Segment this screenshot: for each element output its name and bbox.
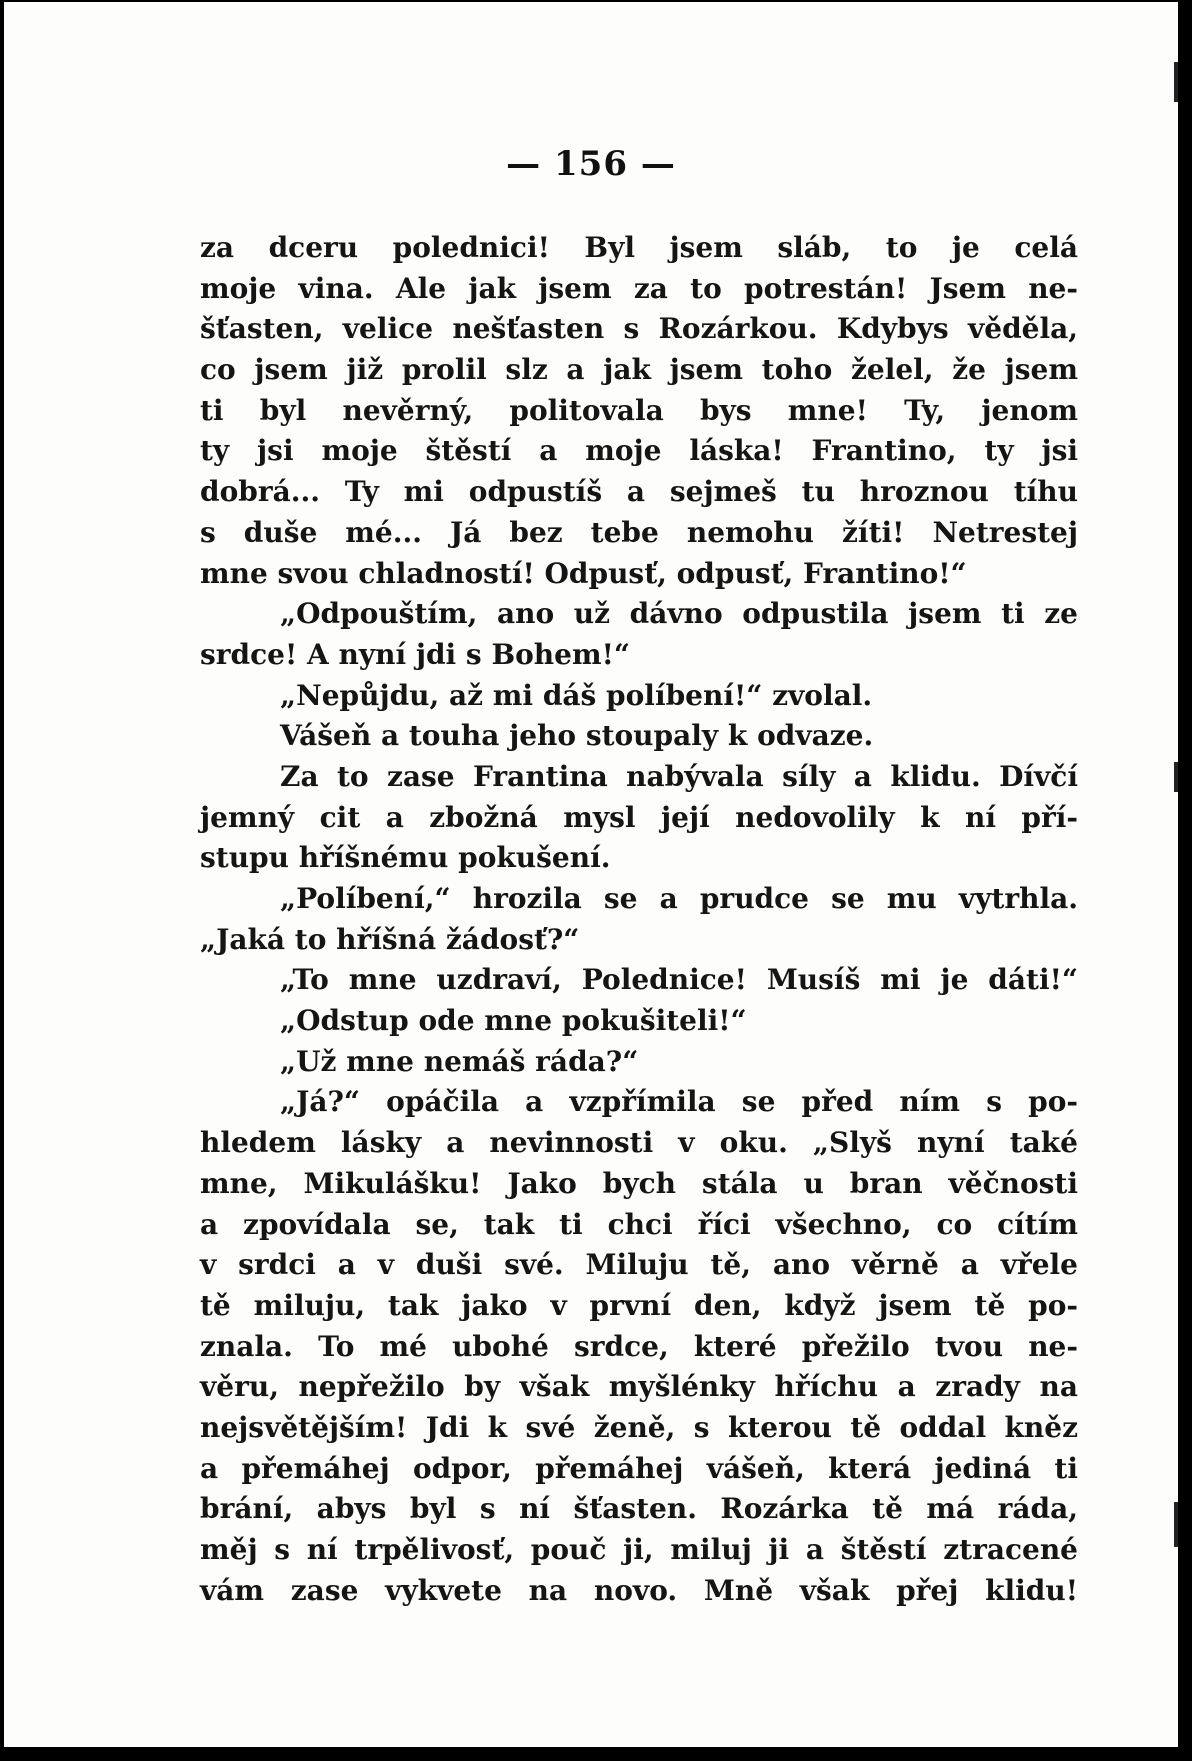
text-line: vám zase vykvete na novo. Mně však přej klidu! — [200, 1573, 1078, 1607]
page-number: — 156 — — [506, 144, 676, 184]
book-page — [4, 2, 1178, 1747]
text-line: co jsem již prolil slz a jak jsem toho želel, že jsem — [200, 353, 1078, 387]
text-line: „Já?“ opáčila a vzpřímila se před ním s po- — [280, 1085, 1078, 1119]
scan-edge-mark — [1174, 1502, 1178, 1547]
text-line: hledem lásky a nevinnosti v oku. „Slyš nyní také — [200, 1126, 1078, 1160]
text-line: za dceru polednici! Byl jsem sláb, to je celá — [200, 231, 1078, 264]
text-line: „Odstup ode mne pokušiteli!“ — [280, 1004, 747, 1038]
scan-edge-mark — [1174, 762, 1178, 792]
text-line: mne svou chladností! Odpusť, odpusť, Frantino!“ — [200, 556, 967, 590]
text-line: a přemáhej odpor, přemáhej vášeň, která jediná ti — [200, 1451, 1078, 1485]
text-line: „Už mne nemáš ráda?“ — [280, 1044, 639, 1078]
text-line: ti byl nevěrný, politovala bys mne! Ty, jenom — [200, 393, 1078, 427]
text-line: ty jsi moje štěstí a moje láska! Frantino, ty jsi — [200, 434, 1078, 468]
text-line: mne, Mikulášku! Jako bych stála u bran věčnosti — [200, 1166, 1078, 1200]
text-line: a zpovídala se, tak ti chci říci všechno, co cítím — [200, 1207, 1078, 1241]
text-line: moje vina. Ale jak jsem za to potrestán! Jsem ne- — [200, 271, 1078, 305]
text-line: jemný cit a zbožná mysl její nedovolily k ní pří- — [200, 800, 1078, 834]
text-line: s duše mé... Já bez tebe nemohu žíti! Netrestej — [200, 515, 1078, 549]
text-line: věru, nepřežilo by však myšlénky hříchu a zrady na — [200, 1370, 1078, 1404]
text-line: brání, abys byl s ní šťasten. Rozárka tě má ráda, — [200, 1492, 1078, 1526]
body-text — [200, 228, 1078, 1611]
text-line: „Odpouštím, ano už dávno odpustila jsem ti ze — [280, 597, 1078, 631]
text-line: srdce! A nyní jdi s Bohem!“ — [200, 637, 630, 671]
text-line: tě miluju, tak jako v první den, když jsem tě po- — [200, 1288, 1078, 1322]
text-line: dobrá... Ty mi odpustíš a sejmeš tu hroznou tíhu — [200, 475, 1078, 509]
text-line: Za to zase Frantina nabývala síly a klidu. Dívčí — [280, 759, 1078, 793]
text-line: nejsvětějším! Jdi k své ženě, s kterou tě oddal kněz — [200, 1410, 1078, 1444]
text-line: „Políbení,“ hrozila se a prudce se mu vytrhla. — [280, 882, 1078, 915]
text-line: měj s ní trpělivosť, pouč ji, miluj ji a štěstí ztracené — [200, 1533, 1078, 1566]
text-line: „Nepůjdu, až mi dáš políbení!“ zvolal. — [280, 678, 873, 712]
text-line: „Jaká to hříšná žádosť?“ — [200, 922, 580, 956]
text-line: „To mne uzdraví, Polednice! Musíš mi je dáti!“ — [280, 963, 1078, 997]
text-line: znala. To mé ubohé srdce, které přežilo tvou ne- — [200, 1329, 1078, 1363]
text-line: v srdci a v duši své. Miluju tě, ano věrně a vřele — [200, 1248, 1078, 1282]
text-line: stupu hříšnému pokušení. — [200, 841, 611, 875]
text-line: Vášeň a touha jeho stoupaly k odvaze. — [280, 719, 874, 753]
scan-edge-mark — [1174, 62, 1178, 102]
text-line: šťasten, velice nešťasten s Rozárkou. Kdybys věděla, — [200, 312, 1078, 346]
